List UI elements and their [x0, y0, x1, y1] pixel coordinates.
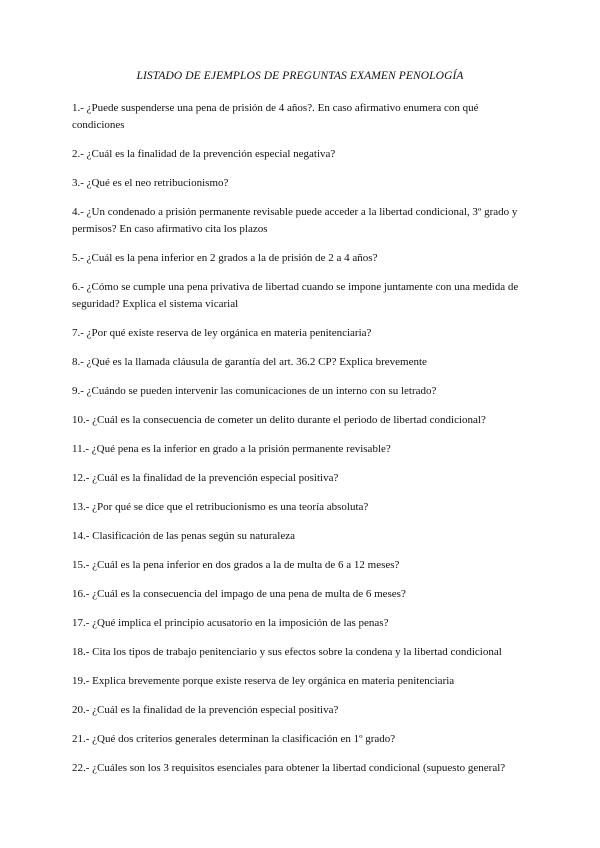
question-item: 12.- ¿Cuál es la finalidad de la prevención especial positiva?: [72, 472, 339, 484]
question-item: 19.- Explica brevemente porque existe reserva de ley orgánica en materia penitenciaria: [72, 675, 455, 687]
question-item: 7.- ¿Por qué existe reserva de ley orgánica en materia penitenciaria?: [72, 327, 372, 339]
question-item: 11.- ¿Qué pena es la inferior en grado a la prisión permanente revisable?: [72, 443, 391, 455]
question-item: 1.- ¿Puede suspenderse una pena de prisión de 4 años?. En caso afirmativo enumera con qué condiciones: [72, 102, 479, 131]
question-item: 2.- ¿Cuál es la finalidad de la prevención especial negativa?: [72, 148, 336, 160]
question-item: 22.- ¿Cuáles son los 3 requisitos esenciales para obtener la libertad condicional (supuesto general?: [72, 762, 506, 774]
question-item: 3.- ¿Qué es el neo retribucionismo?: [72, 177, 229, 189]
question-item: 18.- Cita los tipos de trabajo penitenciario y sus efectos sobre la condena y la libertad condicional: [72, 646, 502, 658]
question-list: [72, 100, 530, 789]
question-item: 8.- ¿Qué es la llamada cláusula de garantía del art. 36.2 CP? Explica brevemente: [72, 356, 427, 368]
page-title: LISTADO DE EJEMPLOS DE PREGUNTAS EXAMEN PENOLOGÍA: [136, 70, 464, 82]
question-item: 10.- ¿Cuál es la consecuencia de cometer un delito durante el periodo de libertad condicional?: [72, 414, 486, 426]
question-item: 5.- ¿Cuál es la pena inferior en 2 grados a la de prisión de 2 a 4 años?: [72, 252, 378, 264]
question-item: 4.- ¿Un condenado a prisión permanente revisable puede acceder a la libertad condicional, 3º grado y permisos? En caso afirmativo cita los plazos: [72, 206, 518, 235]
question-item: 13.- ¿Por qué se dice que el retribucionismo es una teoría absoluta?: [72, 501, 369, 513]
question-item: 9.- ¿Cuándo se pueden intervenir las comunicaciones de un interno con su letrado?: [72, 385, 437, 397]
question-item: 14.- Clasificación de las penas según su naturaleza: [72, 530, 295, 542]
question-item: 6.- ¿Cómo se cumple una pena privativa de libertad cuando se impone juntamente con una medida de seguridad? Explica el sistema vicarial: [72, 281, 519, 310]
question-item: 20.- ¿Cuál es la finalidad de la prevención especial positiva?: [72, 704, 339, 716]
question-item: 15.- ¿Cuál es la pena inferior en dos grados a la de multa de 6 a 12 meses?: [72, 559, 400, 571]
question-item: 21.- ¿Qué dos criterios generales determinan la clasificación en 1º grado?: [72, 733, 396, 745]
question-item: 17.- ¿Qué implica el principio acusatorio en la imposición de las penas?: [72, 617, 389, 629]
question-item: 16.- ¿Cuál es la consecuencia del impago de una pena de multa de 6 meses?: [72, 588, 406, 600]
